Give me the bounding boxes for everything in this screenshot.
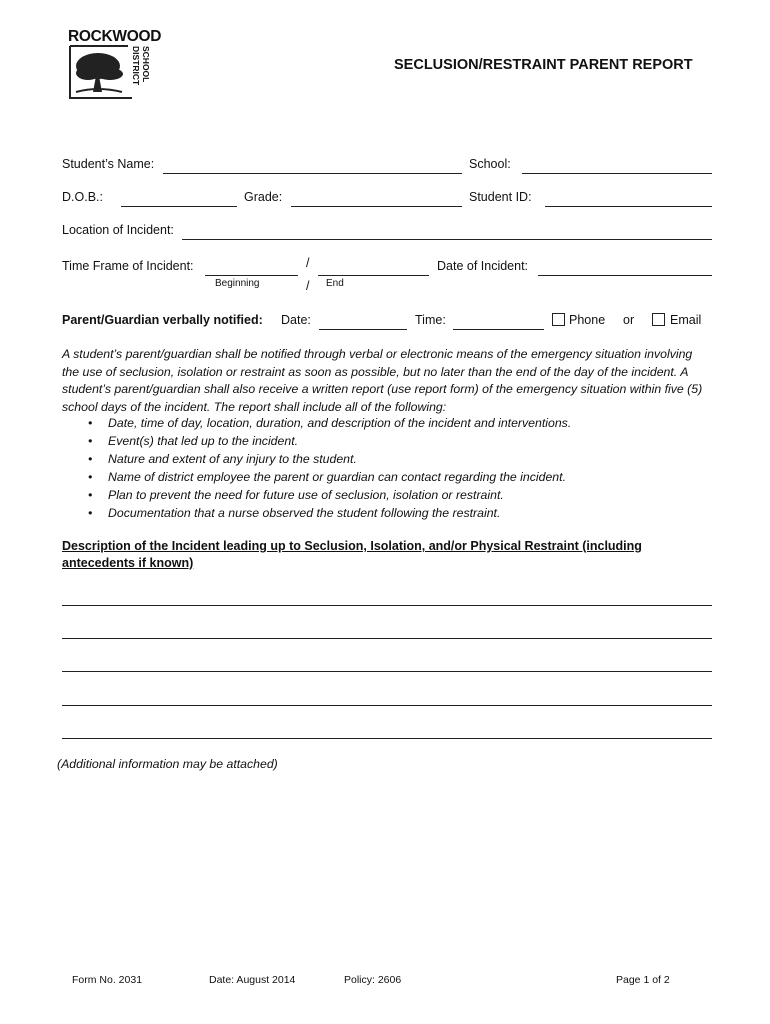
list-item-text: Event(s) that led up to the incident. [108, 434, 299, 448]
date-of-incident-label: Date of Incident: [437, 259, 529, 273]
notified-date-label: Date: [281, 313, 311, 327]
end-caption: End [326, 278, 344, 289]
phone-checkbox[interactable] [552, 313, 565, 326]
bullet-icon: • [88, 434, 93, 448]
list-item-text: Date, time of day, location, duration, and description of the incident and interventions. [108, 416, 572, 430]
notification-paragraph: A student’s parent/guardian shall be notified through verbal or electronic means of the emergency situation involving the use of seclusion, isolation or restraint as soon as possible, but no later than the end of the day of the incident. A student’s parent/guardian shall also receive a written report (use report form) of the emergency situation within five (5) school days of the incident. The report shall include all of the following: [62, 347, 703, 414]
dob-label: D.O.B.: [62, 190, 103, 204]
description-line-1[interactable] [62, 589, 712, 606]
list-item [62, 433, 710, 451]
description-line-2[interactable] [62, 622, 712, 639]
student-id-field[interactable] [545, 190, 712, 207]
beginning-caption: Beginning [215, 278, 260, 289]
phone-label: Phone [569, 313, 606, 327]
notified-date-field[interactable] [319, 313, 407, 330]
bullet-icon: • [88, 452, 93, 466]
page-title: SECLUSION/RESTRAINT PARENT REPORT [394, 57, 693, 73]
logo-name: ROCKWOOD [68, 28, 162, 45]
footer-policy: Policy: 2606 [344, 974, 402, 986]
student-id-label: Student ID: [469, 190, 532, 204]
student-name-label: Student’s Name: [62, 157, 155, 171]
description-heading: Description of the Incident leading up to Seclusion, Isolation, and/or Physical Restraint (including antecedents if known) [62, 539, 642, 570]
time-frame-slash-lower: / [306, 279, 310, 293]
time-frame-label: Time Frame of Incident: [62, 259, 194, 273]
email-checkbox[interactable] [652, 313, 665, 326]
footer-form-number: Form No. 2031 [72, 974, 143, 986]
list-item [62, 469, 710, 487]
list-item-text: Documentation that a nurse observed the student following the restraint. [108, 506, 501, 520]
location-field[interactable] [182, 223, 712, 240]
additional-info-note: (Additional information may be attached) [57, 757, 278, 771]
bullet-icon: • [88, 416, 93, 430]
or-label: or [623, 313, 635, 327]
district-logo [66, 28, 162, 102]
bullet-icon: • [88, 470, 93, 484]
list-item-text: Plan to prevent the need for future use of seclusion, isolation or restraint. [108, 488, 504, 502]
list-item [62, 415, 710, 433]
school-field[interactable] [522, 157, 712, 174]
time-frame-beginning-field[interactable] [205, 259, 298, 276]
location-label: Location of Incident: [62, 223, 174, 237]
grade-field[interactable] [291, 190, 462, 207]
dob-field[interactable] [121, 190, 237, 207]
time-frame-end-field[interactable] [318, 259, 429, 276]
notified-time-label: Time: [415, 313, 446, 327]
list-item [62, 487, 710, 505]
bullet-icon: • [88, 506, 93, 520]
footer-date: Date: August 2014 [209, 974, 296, 986]
email-label: Email [670, 313, 702, 327]
time-frame-slash: / [306, 256, 310, 270]
grade-label: Grade: [244, 190, 283, 204]
footer-page-number: Page 1 of 2 [616, 974, 670, 986]
description-line-4[interactable] [62, 689, 712, 706]
bullet-icon: • [88, 488, 93, 502]
list-item-text: Name of district employee the parent or guardian can contact regarding the incident. [108, 470, 566, 484]
logo-side-text: SCHOOL DISTRICT [131, 46, 151, 86]
description-line-3[interactable] [62, 655, 712, 672]
date-of-incident-field[interactable] [538, 259, 712, 276]
notified-time-field[interactable] [453, 313, 544, 330]
list-item-text: Nature and extent of any injury to the student. [108, 452, 357, 466]
notified-label: Parent/Guardian verbally notified: [62, 313, 263, 327]
description-line-5[interactable] [62, 722, 712, 739]
list-item [62, 451, 710, 469]
list-item [62, 505, 710, 523]
school-label: School: [469, 157, 511, 171]
report-requirements-list [62, 415, 710, 523]
student-name-field[interactable] [163, 157, 462, 174]
